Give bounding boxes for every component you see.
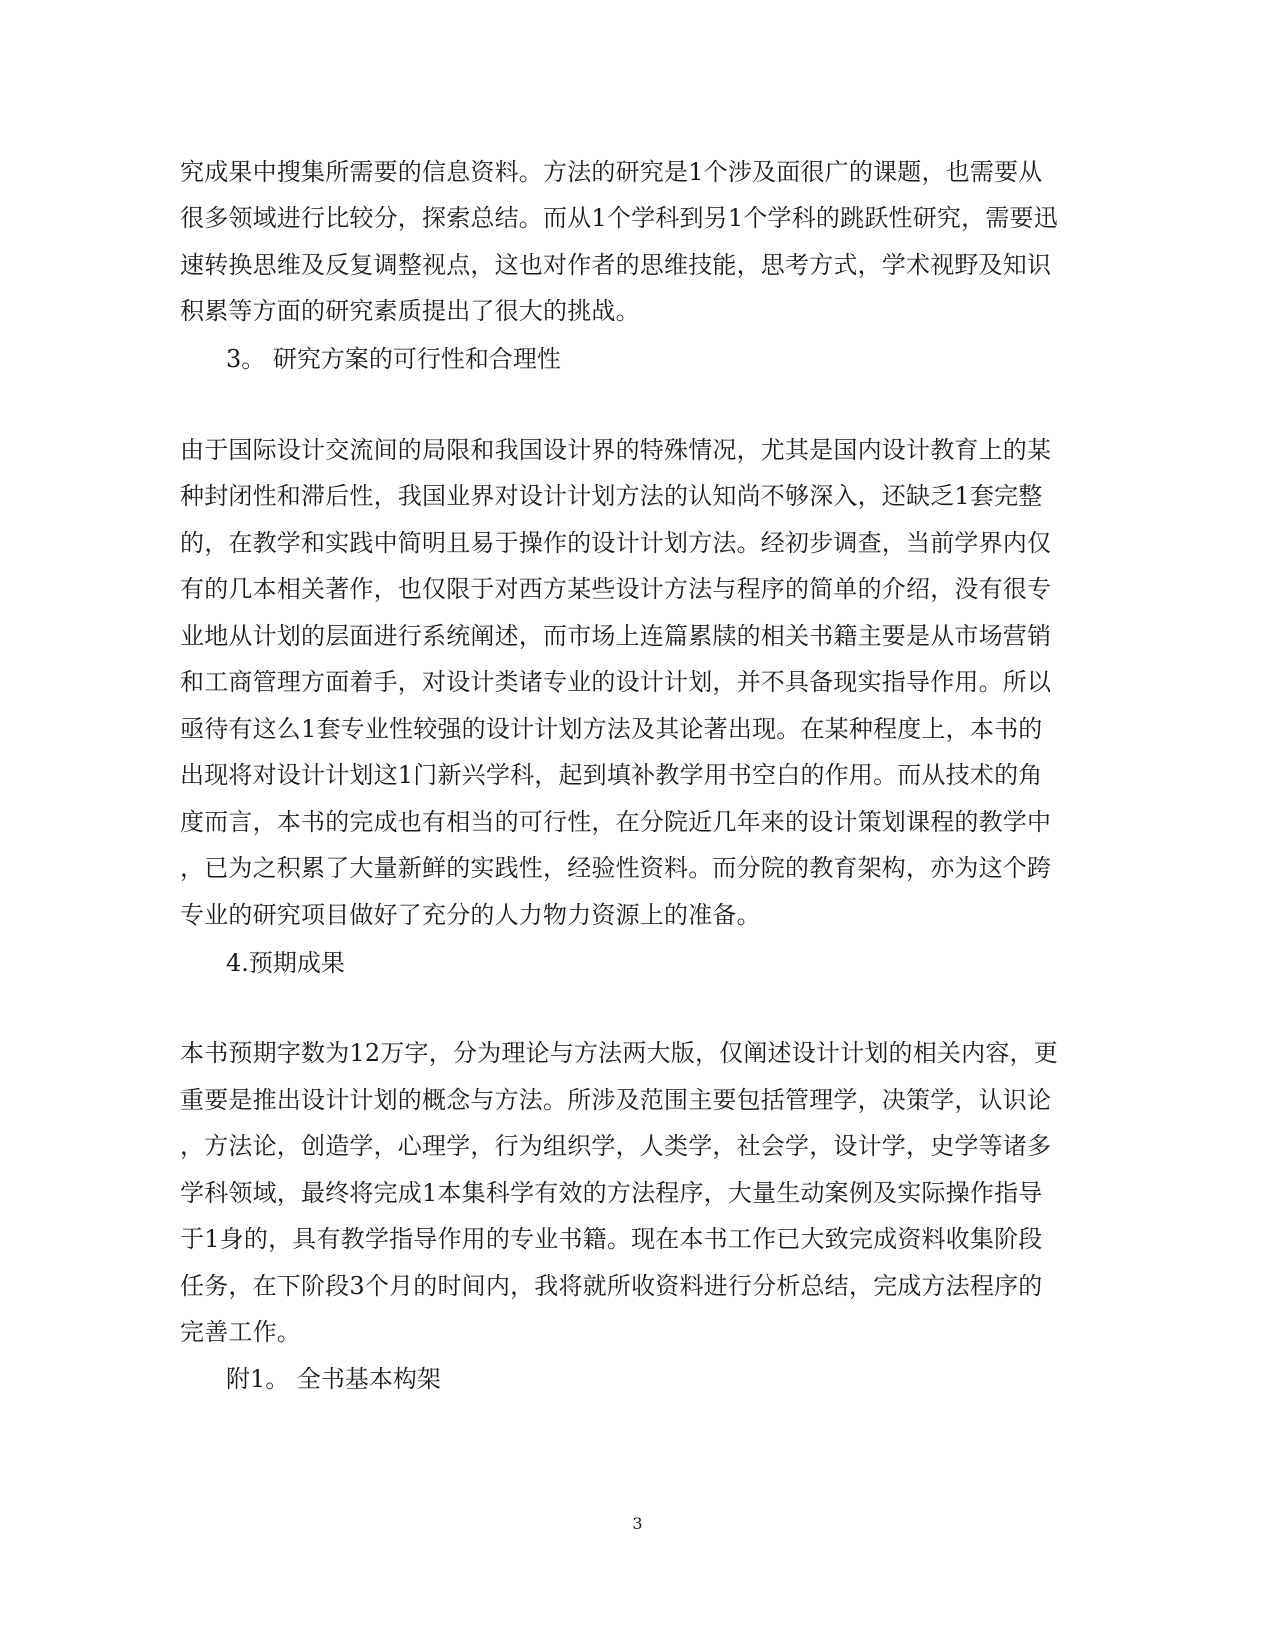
paragraph-2-line: 的，在教学和实践中简明且易于操作的设计计划方法。经初步调查，当前学界内仅: [180, 529, 1052, 557]
paragraph-2-line: 种封闭性和滞后性，我国业界对设计计划方法的认知尚不够深入，还缺乏1套完整: [180, 482, 1043, 510]
paragraph-3-line: 本书预期字数为12万字，分为理论与方法两大版，仅阐述设计计划的相关内容，更: [180, 1039, 1058, 1067]
section-heading-4: 4.预期成果: [226, 949, 345, 977]
paragraph-3-line: ，方法论，创造学，心理学，行为组织学，人类学，社会学，设计学，史学等诸多: [180, 1132, 1052, 1160]
paragraph-2-line: 业地从计划的层面进行系统阐述，而市场上连篇累牍的相关书籍主要是从市场营销: [180, 622, 1052, 650]
section-heading-3: 3。 研究方案的可行性和合理性: [226, 345, 561, 373]
paragraph-1-line: 究成果中搜集所需要的信息资料。方法的研究是1个涉及面很广的课题，也需要从: [180, 158, 1043, 186]
paragraph-2-line: 和工商管理方面着手，对设计类诸专业的设计计划，并不具备现实指导作用。所以: [180, 668, 1052, 696]
appendix-heading: 附1。 全书基本构架: [226, 1365, 441, 1393]
paragraph-2-line: ，已为之积累了大量新鲜的实践性，经验性资料。而分院的教育架构，亦为这个跨: [180, 854, 1052, 882]
paragraph-1-line: 很多领域进行比较分，探索总结。而从1个学科到另1个学科的跳跃性研究，需要迅: [180, 204, 1058, 232]
paragraph-2-line: 度而言，本书的完成也有相当的可行性，在分院近几年来的设计策划课程的教学中: [180, 808, 1052, 836]
paragraph-3-line: 任务，在下阶段3个月的时间内，我将就所收资料进行分析总结，完成方法程序的: [180, 1272, 1043, 1300]
paragraph-1-line: 速转换思维及反复调整视点，这也对作者的思维技能，思考方式，学术视野及知识: [180, 251, 1052, 279]
paragraph-2-line: 由于国际设计交流间的局限和我国设计界的特殊情况，尤其是国内设计教育上的某: [180, 436, 1052, 464]
paragraph-3-line: 完善工作。: [180, 1318, 301, 1346]
paragraph-1-line: 积累等方面的研究素质提出了很大的挑战。: [180, 297, 640, 325]
page-number: 3: [632, 1514, 643, 1533]
paragraph-2-line: 专业的研究项目做好了充分的人力物力资源上的准备。: [180, 901, 761, 929]
paragraph-2-line: 有的几本相关著作，也仅限于对西方某些设计方法与程序的简单的介绍，没有很专: [180, 575, 1052, 603]
paragraph-2-line: 亟待有这么1套专业性较强的设计计划方法及其论著出现。在某种程度上，本书的: [180, 715, 1043, 743]
paragraph-3-line: 于1身的，具有教学指导作用的专业书籍。现在本书工作已大致完成资料收集阶段: [180, 1225, 1043, 1253]
paragraph-2-line: 出现将对设计计划这1门新兴学科，起到填补教学用书空白的作用。而从技术的角: [180, 761, 1043, 789]
paragraph-3-line: 学科领域，最终将完成1本集科学有效的方法程序，大量生动案例及实际操作指导: [180, 1179, 1043, 1207]
paragraph-3-line: 重要是推出设计计划的概念与方法。所涉及范围主要包括管理学，决策学，认识论: [180, 1086, 1052, 1114]
